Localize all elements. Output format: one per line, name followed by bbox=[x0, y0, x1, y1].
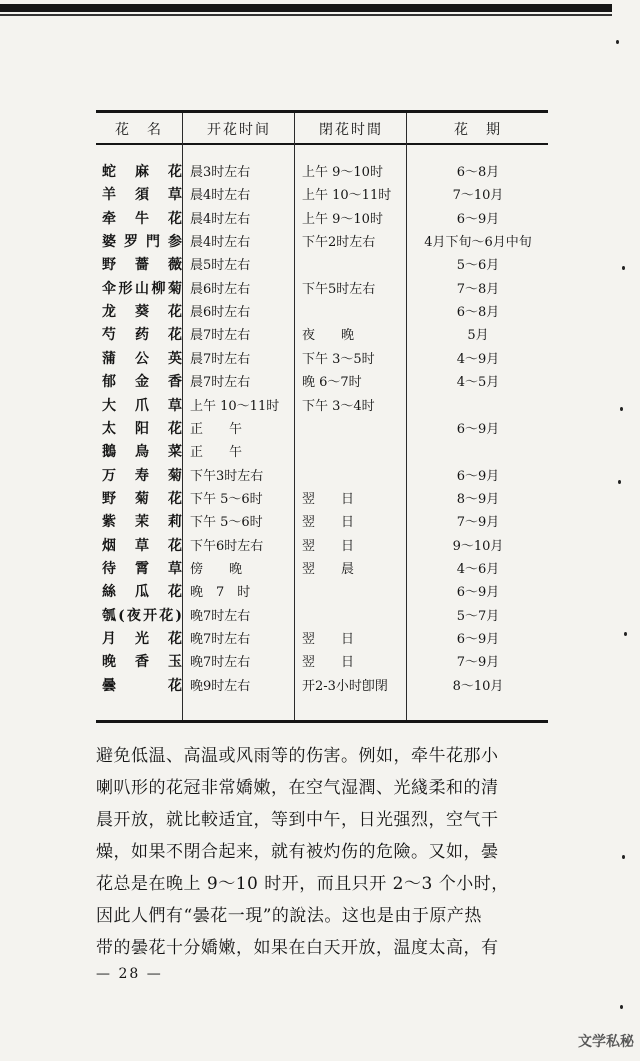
table-header-rule bbox=[96, 143, 548, 145]
watermark: 文学私秘 bbox=[578, 1034, 634, 1050]
flowering-period: 6～9月 bbox=[456, 468, 500, 484]
flowering-period: 6～9月 bbox=[456, 421, 500, 437]
flower-name: 牵牛花 bbox=[102, 210, 182, 227]
close-time: 夜 晚 bbox=[302, 328, 355, 344]
open-time: 正 午 bbox=[190, 421, 243, 437]
flowering-period: 6～9月 bbox=[456, 211, 500, 227]
flower-name: 野菊花 bbox=[102, 490, 182, 507]
table-row bbox=[96, 184, 548, 207]
open-time: 正 午 bbox=[190, 445, 243, 461]
flowering-period: 5～7月 bbox=[456, 608, 500, 624]
close-time: 翌 日 bbox=[302, 515, 355, 531]
flowering-period: 6～8月 bbox=[456, 305, 500, 321]
page-number: — 28 — bbox=[96, 966, 163, 982]
header-close-time: 閉花时間 bbox=[319, 122, 383, 138]
top-border-rule bbox=[0, 4, 612, 12]
paragraph-line: 燥，如果不閉合起来，就有被灼伤的危險。又如，曇 bbox=[96, 842, 499, 862]
flower-name: 龙葵花 bbox=[102, 304, 182, 321]
table-row bbox=[96, 208, 548, 231]
scan-speck bbox=[620, 1005, 623, 1009]
open-time: 晨4时左右 bbox=[190, 235, 251, 251]
flowering-period: 6～9月 bbox=[456, 632, 500, 647]
flowering-period: 4～5月 bbox=[456, 375, 500, 391]
flowering-period: 5月 bbox=[467, 328, 489, 344]
table-row bbox=[96, 371, 548, 394]
open-time: 晚9时左右 bbox=[190, 678, 251, 694]
flower-name: 大爪草 bbox=[102, 397, 182, 414]
table-row bbox=[96, 511, 548, 534]
open-time: 晨6时左右 bbox=[190, 305, 251, 321]
table-row bbox=[96, 581, 548, 604]
flower-name: 瓠(夜开花) bbox=[102, 607, 182, 624]
close-time: 翌 日 bbox=[302, 632, 355, 647]
open-time: 晨7时左右 bbox=[190, 328, 251, 344]
flowering-period: 9～10月 bbox=[452, 538, 504, 554]
paragraph-line: 避免低温、高温或风雨等的伤害。例如，牵牛花那小 bbox=[96, 746, 499, 766]
close-time bbox=[296, 418, 404, 441]
close-time: 下午 3～4时 bbox=[302, 398, 375, 414]
paragraph-line: 带的曇花十分嬌嫩，如果在白天开放，温度太高，有 bbox=[96, 938, 499, 958]
table-row bbox=[96, 651, 548, 674]
flowering-period: 8～9月 bbox=[456, 491, 500, 507]
flower-name: 婆罗門参 bbox=[102, 234, 182, 251]
flower-name: 紫茉莉 bbox=[102, 514, 182, 531]
close-time bbox=[296, 465, 404, 488]
table-row bbox=[96, 278, 548, 301]
flower-name: 待霄草 bbox=[102, 560, 182, 577]
flower-name: 野薔薇 bbox=[102, 257, 182, 274]
open-time: 晨4时左右 bbox=[190, 211, 251, 227]
open-time: 晨5时左右 bbox=[190, 258, 251, 274]
flower-name: 絲瓜花 bbox=[102, 584, 182, 601]
paragraph-line: 因此人們有“曇花一現”的說法。这也是由于原产热 bbox=[96, 906, 482, 926]
flowering-period: 5～6月 bbox=[456, 258, 500, 274]
open-time: 晨7时左右 bbox=[190, 375, 251, 391]
close-time: 上午 9～10时 bbox=[302, 165, 383, 180]
close-time: 下午5时左右 bbox=[302, 281, 376, 297]
flowering-period: 4月下旬～6月中旬 bbox=[424, 235, 532, 251]
open-time: 晨7时左右 bbox=[190, 351, 251, 367]
table-row bbox=[96, 161, 548, 184]
header-name: 花 名 bbox=[115, 122, 163, 138]
flower-name: 郁金香 bbox=[102, 374, 182, 391]
table-row bbox=[96, 301, 548, 324]
flowering-period: 7～10月 bbox=[452, 188, 504, 204]
open-time: 下午 5～6时 bbox=[190, 515, 263, 531]
open-time: 下午3时左右 bbox=[190, 468, 264, 484]
table-row bbox=[96, 465, 548, 488]
close-time: 翌 日 bbox=[302, 491, 355, 507]
open-time: 晨3时左右 bbox=[190, 165, 251, 180]
flowering-period bbox=[408, 395, 548, 418]
body-paragraph bbox=[96, 740, 556, 964]
table-row bbox=[96, 418, 548, 441]
table-row bbox=[96, 395, 548, 418]
table-row bbox=[96, 535, 548, 558]
table-bottom-rule bbox=[96, 720, 548, 723]
paragraph-line: 喇叭形的花冠非常嬌嫩，在空气湿潤、光綫柔和的清 bbox=[96, 778, 499, 798]
flower-name: 月光花 bbox=[102, 631, 182, 647]
open-time: 上午 10～11时 bbox=[190, 398, 280, 414]
table-row bbox=[96, 675, 548, 698]
flower-name: 蒲公英 bbox=[102, 350, 182, 367]
open-time: 晚7时左右 bbox=[190, 608, 251, 624]
table-row bbox=[96, 254, 548, 277]
scan-speck bbox=[620, 407, 623, 411]
flowering-period: 6～8月 bbox=[456, 165, 500, 180]
flower-name: 伞形山柳菊 bbox=[102, 280, 182, 297]
scan-speck bbox=[618, 480, 621, 484]
flower-name: 鵝鳥菜 bbox=[102, 444, 182, 461]
close-time bbox=[296, 581, 404, 604]
flowering-period bbox=[408, 441, 548, 464]
table-row bbox=[96, 605, 548, 628]
flowering-period: 4～6月 bbox=[456, 561, 500, 577]
paragraph-line: 晨开放，就比較适宜，等到中午，日光强烈，空气干 bbox=[96, 810, 499, 830]
close-time bbox=[296, 301, 404, 324]
flowering-period: 6～9月 bbox=[456, 585, 500, 601]
flower-name: 烟草花 bbox=[102, 537, 182, 554]
table-row bbox=[96, 441, 548, 464]
close-time: 上午 10～11时 bbox=[302, 188, 392, 204]
flowering-period: 7～9月 bbox=[456, 655, 500, 671]
open-time: 下午 5～6时 bbox=[190, 491, 263, 507]
flower-name: 羊須草 bbox=[102, 187, 182, 204]
header-open-time: 开花时间 bbox=[207, 122, 271, 138]
paragraph-line: 花总是在晚上 9～10 时开，而且只开 2～3 个小时， bbox=[96, 874, 509, 894]
table-row bbox=[96, 324, 548, 347]
flower-name: 芍药花 bbox=[102, 327, 182, 344]
flower-name: 晚香玉 bbox=[102, 654, 182, 671]
close-time bbox=[296, 254, 404, 277]
flowering-period: 7～8月 bbox=[456, 281, 500, 297]
close-time: 翌 晨 bbox=[302, 561, 355, 577]
header-period: 花 期 bbox=[454, 122, 502, 138]
open-time: 晚7时左右 bbox=[190, 655, 251, 671]
scan-speck bbox=[622, 266, 625, 270]
open-time: 傍 晚 bbox=[190, 561, 243, 577]
close-time bbox=[296, 605, 404, 628]
flowering-period: 7～9月 bbox=[456, 515, 500, 531]
scan-speck bbox=[622, 855, 625, 859]
close-time bbox=[296, 441, 404, 464]
flowering-period: 4～9月 bbox=[456, 351, 500, 367]
table-row bbox=[96, 348, 548, 371]
table-row bbox=[96, 628, 548, 651]
close-time: 下午 3～5时 bbox=[302, 351, 375, 367]
close-time: 翌 日 bbox=[302, 655, 355, 671]
table-top-rule bbox=[96, 110, 548, 113]
scan-speck bbox=[616, 40, 619, 44]
open-time: 晚 7 时 bbox=[190, 585, 251, 601]
close-time: 下午2时左右 bbox=[302, 235, 376, 251]
scan-speck bbox=[624, 632, 627, 636]
close-time: 上午 9～10时 bbox=[302, 211, 383, 227]
flower-name: 蛇麻花 bbox=[102, 164, 182, 180]
flower-name: 曇 花 bbox=[102, 677, 182, 694]
table-row bbox=[96, 558, 548, 581]
flower-name: 太阳花 bbox=[102, 420, 182, 437]
open-time: 下午6时左右 bbox=[190, 538, 264, 554]
flowering-period: 8～10月 bbox=[452, 678, 504, 694]
open-time: 晨4时左右 bbox=[190, 188, 251, 204]
close-time: 晚 6～7时 bbox=[302, 375, 362, 391]
table-row bbox=[96, 488, 548, 511]
close-time: 开2-3小时卽閉 bbox=[302, 678, 388, 694]
flower-name: 万寿菊 bbox=[102, 467, 182, 484]
open-time: 晚7时左右 bbox=[190, 632, 251, 647]
table-row bbox=[96, 231, 548, 254]
open-time: 晨6时左右 bbox=[190, 281, 251, 297]
top-border-rule-thin bbox=[0, 14, 612, 16]
close-time: 翌 日 bbox=[302, 538, 355, 554]
